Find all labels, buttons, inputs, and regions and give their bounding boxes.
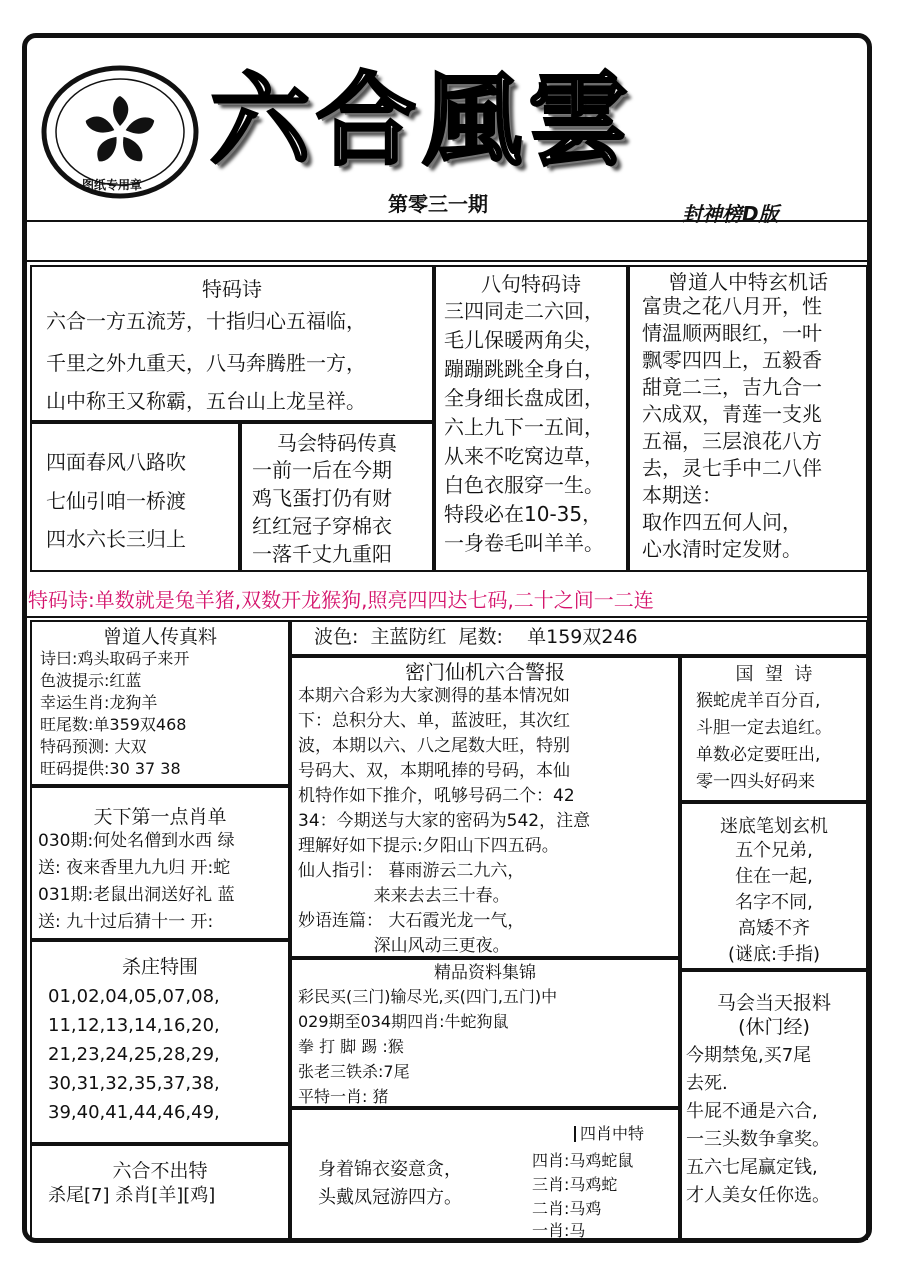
mm-line: 34：今期送与大家的密码为542，注意	[298, 811, 591, 831]
md-line: 五个兄弟,	[735, 840, 813, 861]
collection-box	[290, 958, 680, 1108]
riddle-box	[680, 802, 868, 970]
zeng-line: 六成双，青莲一支兆	[642, 402, 822, 426]
poem-line: 四水六长三归上	[46, 527, 186, 551]
mh-line: 五六七尾赢定钱,	[686, 1157, 818, 1178]
cz-line: 旺尾数:单359双468	[40, 715, 187, 734]
mm-line: 妙语连篇： 大石霞光龙一气，	[298, 911, 525, 931]
page-title: 六合風雲	[210, 61, 634, 179]
poem-line: 六合一方五流芳，十指归心五福临，	[46, 309, 366, 333]
poem-box	[30, 265, 434, 422]
md-line: 名字不同,	[735, 892, 813, 913]
sz-line: 39,40,41,44,46,49,	[48, 1102, 220, 1123]
md-line: 高矮不齐	[738, 918, 810, 939]
mm-line: 机特作如下推介，吼够号码二个：42	[298, 786, 575, 806]
jp-line: 拳 打 脚 踢 :猴	[298, 1037, 404, 1056]
fax-line: 红红冠子穿棉衣	[252, 514, 392, 538]
eight-line: 六上九下一五间，	[444, 415, 604, 439]
cz-line: 诗曰:鸡头取码子来开	[40, 649, 190, 668]
mh-line: 一三头数争拿奖。	[686, 1129, 830, 1150]
mm-line: 理解好如下提示:夕阳山下四五码。	[298, 836, 559, 856]
sz-line: 11,12,13,14,16,20,	[48, 1015, 220, 1036]
cz-line: 色波提示:红蓝	[40, 671, 142, 690]
eight-line: 毛儿保暖两角尖，	[444, 328, 604, 352]
gw-title: 国 望 诗	[735, 664, 813, 685]
tx-line: 031期:老鼠出洞送好礼 蓝	[38, 885, 235, 905]
zeng-mystery-box	[628, 265, 868, 572]
eight-line: 一身卷毛叫羊羊。	[444, 531, 604, 555]
bottom-middle-box	[290, 1108, 680, 1240]
fax-line: 一前一后在今期	[252, 458, 392, 482]
mm-line: 下：总积分大、单，蓝波旺，其次红	[298, 711, 570, 731]
zeng-line: 心水清时定发财。	[642, 537, 802, 561]
issue-number: 第零三一期	[388, 192, 488, 216]
zeng-line: 去，灵七手中二八伴	[642, 456, 822, 480]
four-zodiac-line: 三肖:马鸡蛇	[532, 1175, 618, 1194]
sz-title: 杀庄特围	[121, 956, 198, 978]
cz-line: 幸运生肖:龙狗羊	[40, 693, 158, 712]
jp-line: 029期至034期四肖:牛蛇狗鼠	[298, 1012, 509, 1031]
bc-line: 杀尾[7] 杀肖[羊][鸡]	[48, 1185, 216, 1206]
zeng-line: 五福，三层浪花八方	[642, 429, 822, 453]
banner-text: 特码诗:单数就是兔羊猪,双数开龙猴狗,照亮四四达七码,二十之间一二连	[28, 588, 654, 612]
eight-line: 三四同走二六回，	[444, 299, 604, 323]
tx-title: 天下第一点肖单	[93, 806, 227, 828]
zodiac-single-box	[30, 786, 290, 940]
bottom-line: 头戴凤冠游四方。	[318, 1187, 462, 1208]
fax-box	[240, 422, 434, 572]
tx-line: 送: 夜来香里九九归 开:蛇	[38, 858, 231, 878]
md-line: 住在一起,	[735, 866, 813, 887]
fax-line: 一落千丈九重阳	[252, 542, 392, 566]
tx-line: 送: 九十过后猜十一 开:	[38, 912, 214, 932]
jp-line: 平特一肖: 猪	[298, 1087, 389, 1106]
sz-line: 01,02,04,05,07,08,	[48, 986, 220, 1007]
four-zodiac-title: 四肖中特	[574, 1126, 644, 1142]
eight-line: 蹦蹦跳跳全身白，	[444, 357, 604, 381]
wave-bar	[290, 620, 868, 656]
zeng-line: 本期送：	[642, 483, 722, 507]
bottom-line: 身着锦衣姿意贪，	[318, 1159, 462, 1180]
cz-title: 曾道人传真料	[102, 626, 217, 648]
eight-line-poem-box	[434, 265, 628, 572]
gw-line: 斗胆一定去追红。	[696, 718, 832, 738]
zeng-line: 飘零四四上，五毅香	[642, 348, 822, 372]
gw-line: 零一四头好码来	[696, 772, 815, 792]
sz-line: 30,31,32,35,37,38,	[48, 1073, 220, 1094]
jp-line: 张老三铁杀:7尾	[298, 1062, 410, 1081]
national-poem-box	[680, 656, 868, 802]
mm-line: 波，本期以六、八之尾数大旺，特别	[298, 736, 570, 756]
zeng-line: 情温顺两眼红，一叶	[642, 321, 822, 345]
mm-title: 密门仙机六合警报	[405, 660, 565, 684]
spring-poem-box	[30, 422, 240, 572]
md-title: 迷底笔划玄机	[720, 816, 828, 837]
jp-line: 彩民买(三门)输尽光,买(四门,五门)中	[298, 987, 558, 1006]
mh-subtitle: (休门经)	[738, 1016, 810, 1038]
zeng-line: 甜竟二三，吉九合一	[642, 375, 822, 399]
four-zodiac-line: 一肖:马	[532, 1221, 586, 1240]
fax-line: 鸡飞蛋打仍有财	[252, 486, 392, 510]
cz-line: 旺码提供:30 37 38	[40, 759, 181, 778]
mm-line: 本期六合彩为大家测得的基本情况如	[298, 686, 570, 706]
bc-title: 六合不出特	[112, 1160, 208, 1182]
eight-title: 八句特码诗	[481, 272, 581, 296]
mh-line: 才人美女任你选。	[686, 1185, 830, 1206]
zeng-title: 曾道人中特玄机话	[668, 270, 828, 294]
tx-line: 030期:何处名僧到水西 绿	[38, 831, 235, 851]
kill-numbers-box	[30, 940, 290, 1144]
secret-alert-box	[290, 656, 680, 958]
four-zodiac-line: 四肖:马鸡蛇鼠	[532, 1151, 634, 1170]
mh-line: 牛屁不通是六合,	[686, 1101, 818, 1122]
report-box	[680, 970, 868, 1240]
no-special-box	[30, 1144, 290, 1240]
wave-text: 波色: 主蓝防红 尾数: 单159双246	[314, 626, 638, 648]
zeng-line: 取作四五何人问，	[642, 510, 802, 534]
eight-line: 从来不吃窝边草，	[444, 444, 604, 468]
mm-line: 号码大、双，本期吼捧的号码，本仙	[298, 761, 570, 781]
mm-line: 深山风动三更夜。	[298, 936, 510, 956]
cz-line: 特码预测: 大双	[40, 737, 147, 756]
gw-line: 单数必定要旺出,	[696, 745, 821, 765]
poem-line: 四面春风八路吹	[46, 450, 186, 474]
sz-line: 21,23,24,25,28,29,	[48, 1044, 220, 1065]
eight-line: 全身细长盘成团，	[444, 386, 604, 410]
jp-title: 精品资料集锦	[434, 963, 536, 983]
zeng-fax-box	[30, 620, 290, 786]
md-line: (谜底:手指)	[727, 944, 821, 965]
mh-line: 去死.	[686, 1073, 728, 1094]
poem-title: 特码诗	[202, 277, 262, 301]
mm-line: 仙人指引： 暮雨游云二九六，	[298, 861, 525, 881]
eight-line: 白色衣服穿一生。	[444, 473, 604, 497]
seal-subtext: 图纸专用章	[82, 178, 143, 192]
edition-label: 封神榜D版	[682, 202, 779, 226]
poem-line: 千里之外九重天，八马奔腾胜一方，	[46, 351, 366, 375]
zeng-line: 富贵之花八月开，性	[642, 294, 822, 318]
eight-line: 特段必在10-35，	[444, 502, 603, 526]
mm-line: 来来去去三十春。	[298, 886, 510, 906]
four-zodiac-line: 二肖:马鸡	[532, 1199, 602, 1218]
fax-title: 马会特码传真	[277, 431, 397, 455]
mh-title: 马会当天报料	[716, 992, 831, 1014]
poem-line: 山中称王又称霸，五台山上龙呈祥。	[46, 389, 366, 413]
mh-line: 今期禁兔,买7尾	[686, 1045, 812, 1066]
gw-line: 猴蛇虎羊百分百,	[696, 691, 821, 711]
poem-line: 七仙引咱一桥渡	[46, 489, 186, 513]
